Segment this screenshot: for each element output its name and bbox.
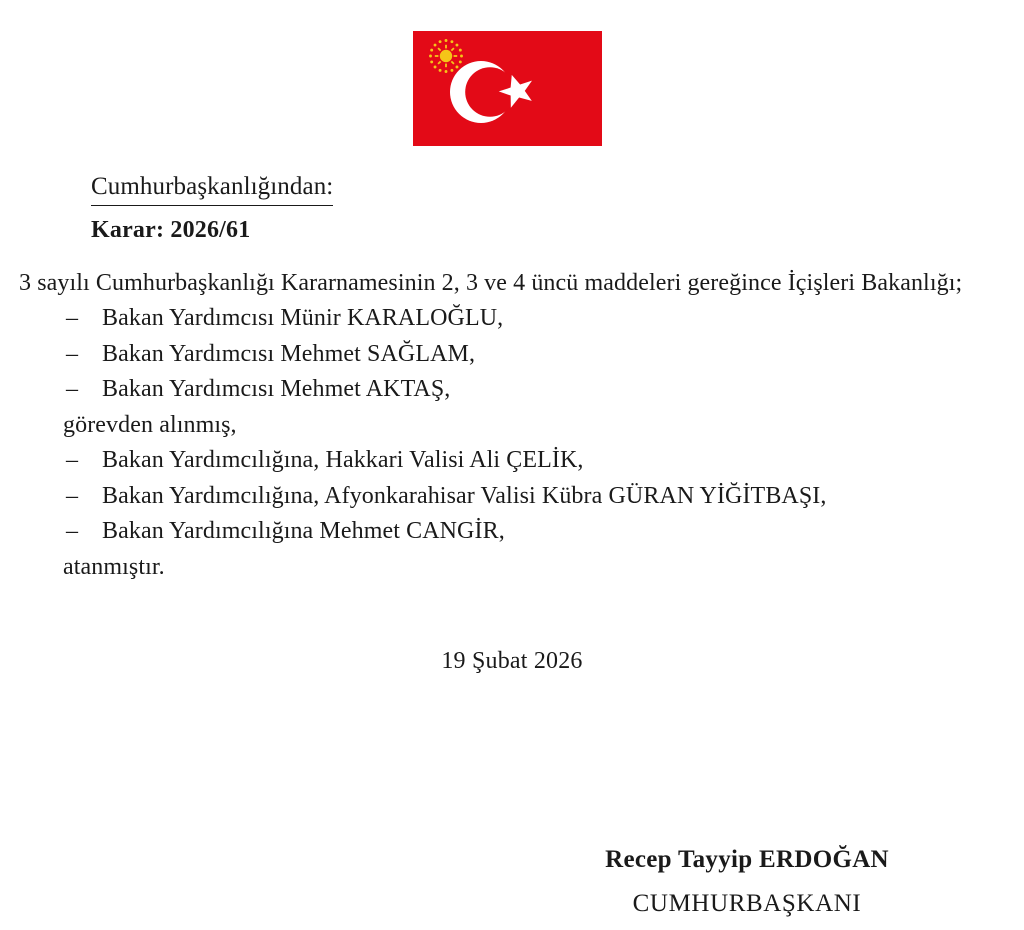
signatory-title: CUMHURBAŞKANI [632, 890, 862, 917]
dash-bullet-icon: – [66, 482, 79, 509]
appointed-closing-line: atanmıştır. [63, 553, 165, 580]
list-item [19, 443, 988, 479]
list-item-label: Bakan Yardımcısı Münir KARALOĞLU, [102, 305, 504, 331]
list-item [19, 372, 988, 408]
dismissed-list [19, 301, 988, 408]
list-item-label: Bakan Yardımcısı Mehmet SAĞLAM, [102, 340, 476, 367]
intro-paragraph: 3 sayılı Cumhurbaşkanlığı Kararnamesinin 2, 3 ve 4 üncü maddeleri gereğince İçişleri Bakanlığı; [19, 270, 963, 296]
list-item-label: Bakan Yardımcılığına Mehmet CANGİR, [102, 518, 505, 544]
turkish-flag-svg [413, 31, 602, 146]
document-date: 19 Şubat 2026 [441, 648, 583, 674]
dash-bullet-icon: – [66, 376, 79, 402]
dash-bullet-icon: – [66, 447, 79, 473]
dash-bullet-icon: – [66, 340, 79, 367]
list-item [19, 514, 988, 550]
document-header [91, 170, 951, 245]
dash-bullet-icon: – [66, 518, 79, 544]
list-item-label: Bakan Yardımcılığına, Afyonkarahisar Valisi Kübra GÜRAN YİĞİTBAŞI, [102, 482, 827, 509]
list-item [19, 337, 988, 373]
issuer-line: Cumhurbaşkanlığından: [91, 170, 333, 206]
signature-block [547, 843, 947, 921]
list-item [19, 301, 988, 337]
appointed-list [19, 443, 988, 550]
list-item-label: Bakan Yardımcılığına, Hakkari Valisi Ali ÇELİK, [102, 447, 584, 473]
dismissed-closing-line: görevden alınmış, [63, 411, 237, 438]
decision-number: Karar: 2026/61 [91, 217, 251, 243]
dash-bullet-icon: – [66, 305, 79, 331]
turkish-flag [413, 31, 602, 146]
list-item [19, 479, 988, 515]
document-body [19, 265, 988, 585]
list-item-label: Bakan Yardımcısı Mehmet AKTAŞ, [102, 376, 451, 402]
signatory-name: Recep Tayyip ERDOĞAN [605, 846, 889, 873]
